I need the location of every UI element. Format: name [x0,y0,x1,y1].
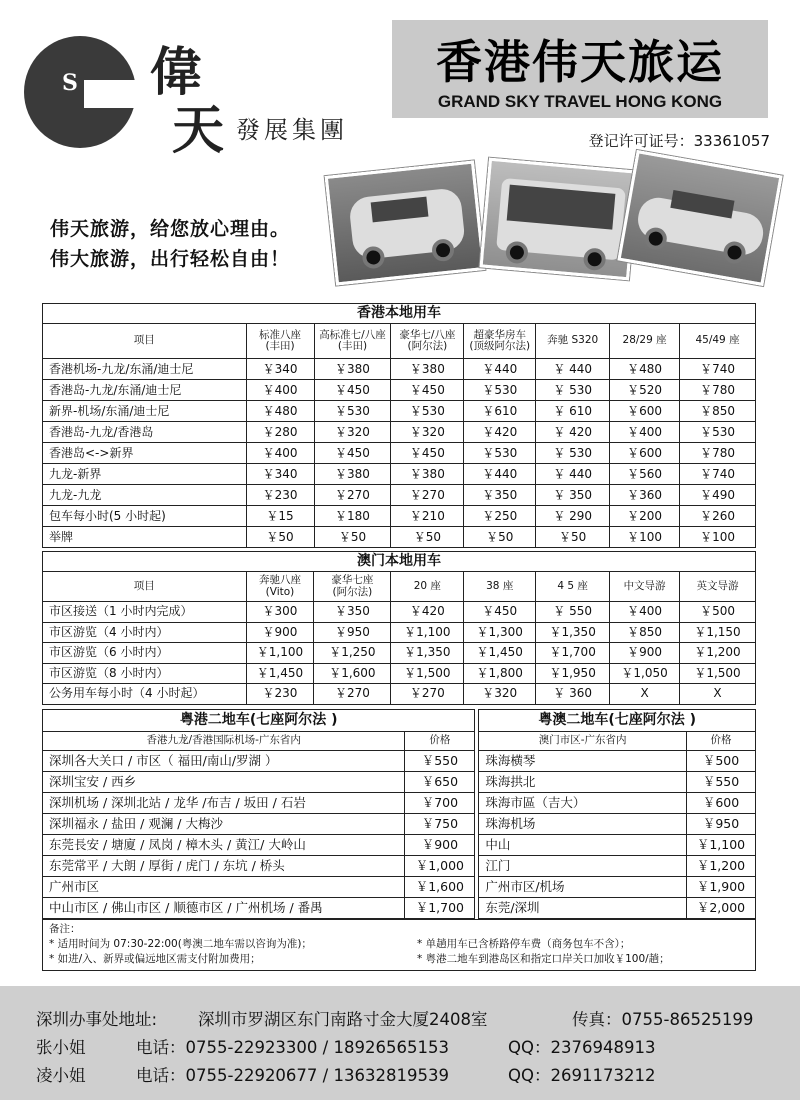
price-cell: ￥230 [246,684,314,705]
price-cell: ￥50 [536,527,610,548]
price-cell: ￥950 [314,622,391,643]
route-cell: 市区游览（8 小时内） [43,663,247,684]
notes-title: 备注： [49,923,81,935]
price-cell: ￥100 [680,527,756,548]
slogan-2: 伟大旅游，出行轻松自由！ [50,248,291,270]
price-cell: ￥1,500 [391,663,464,684]
price-cell: ￥270 [314,485,391,506]
price-cell: ￥480 [246,401,314,422]
price-cell: ￥740 [680,359,756,380]
price-cell: ￥100 [610,527,680,548]
table-row [43,464,756,485]
column-header: 奔驰 S320 [536,324,610,359]
price-cell: ￥420 [391,602,464,623]
table-row [43,835,756,856]
price-cell: ￥350 [314,602,391,623]
column-header: 英文导游 [680,572,756,602]
price-cell: ￥300 [246,602,314,623]
office-address: 深圳市罗湖区东门南路寸金大厦2408室 [198,1010,488,1029]
price-cell: ￥900 [610,643,680,664]
price-cell: ￥350 [464,485,536,506]
table-row [43,443,756,464]
price-cell: ￥1,350 [536,622,610,643]
price-cell: ￥1,350 [391,643,464,664]
column-header: 标准八座 (丰田) [246,324,314,359]
price-cell: ￥530 [464,443,536,464]
price-cell: ￥1,050 [610,663,680,684]
route-cell: 珠海横琴 [479,751,687,772]
price-cell: ￥400 [610,602,680,623]
price-cell: ￥270 [314,684,391,705]
route-cell: 九龙-新界 [43,464,247,485]
price-cell: ￥1,100 [687,835,756,856]
table-row [43,401,756,422]
column-header: 4 5 座 [536,572,610,602]
slogan-1: 伟天旅游，给您放心理由。 [50,218,291,240]
price-cell: ￥1,450 [464,643,536,664]
price-cell: ￥320 [391,422,464,443]
price-cell: ￥1,600 [314,663,391,684]
table-header-row [43,732,756,751]
price-cell: ￥ 440 [536,359,610,380]
price-cell: ￥850 [610,622,680,643]
price-cell: ￥740 [680,464,756,485]
price-cell: ￥610 [464,401,536,422]
gd-hk-section-title: 粤港二地车(七座阿尔法 ) [43,710,475,732]
price-cell: ￥ 610 [536,401,610,422]
price-cell: ￥1,200 [687,856,756,877]
price-cell: ￥230 [246,485,314,506]
route-cell: 市区游览（6 小时内） [43,643,247,664]
column-header: 项目 [43,324,247,359]
price-cell: ￥1,700 [536,643,610,664]
contact-2-phone: 电话：0755-22920677 / 13632819539 [136,1066,449,1085]
route-cell: 深圳各大关口 / 市区（ 福田/南山/罗湖 ） [43,751,405,772]
table-header-row [43,324,756,359]
price-cell: ￥320 [464,684,536,705]
table-row [43,856,756,877]
contact-1-name: 张小姐 [36,1038,86,1057]
column-header: 价格 [687,732,756,751]
price-cell: ￥50 [314,527,391,548]
price-cell: ￥400 [246,380,314,401]
price-cell: ￥1,900 [687,877,756,898]
table-row [43,643,756,664]
price-cell: ￥440 [464,359,536,380]
route-cell: 公务用车每小时（4 小时起） [43,684,247,705]
table-row [43,485,756,506]
route-cell: 包车每小时(5 小时起) [43,506,247,527]
price-cell: ￥500 [687,751,756,772]
price-cell: ￥ 350 [536,485,610,506]
price-cell: ￥600 [687,793,756,814]
price-cell: ￥780 [680,380,756,401]
route-cell: 香港岛-九龙/香港岛 [43,422,247,443]
column-header: 豪华七座 (阿尔法) [314,572,391,602]
price-cell: ￥420 [464,422,536,443]
price-cell: ￥1,150 [680,622,756,643]
coach-bus-photo [479,158,638,281]
table-row [43,506,756,527]
column-header: 38 座 [464,572,536,602]
price-cell: ￥1,950 [536,663,610,684]
price-cell: ￥550 [405,751,475,772]
price-cell: ￥700 [405,793,475,814]
license-number: 登记许可证号：33361057 [588,132,770,150]
price-cell: ￥450 [391,443,464,464]
title-banner [392,20,768,118]
price-cell: ￥600 [610,443,680,464]
price-cell: ￥490 [680,485,756,506]
route-cell: 市区接送（1 小时内完成） [43,602,247,623]
price-cell: ￥340 [246,464,314,485]
price-cell: ￥750 [405,814,475,835]
contact-1-qq: QQ：2376948913 [508,1038,656,1057]
note-item: * 适用时间为 07:30-22:00(粤澳二地车需以咨询为准)； [49,938,312,950]
route-cell: 珠海拱北 [479,772,687,793]
price-cell: ￥850 [680,401,756,422]
price-cell: ￥380 [314,464,391,485]
note-item: * 如进/入、新界或偏远地区需支付附加费用； [49,953,261,965]
price-cell: ￥1,000 [405,856,475,877]
price-cell: X [680,684,756,705]
price-cell: ￥1,100 [246,643,314,664]
price-cell: ￥280 [246,422,314,443]
price-cell: ￥180 [314,506,391,527]
price-cell: ￥1,250 [314,643,391,664]
price-cell: ￥200 [610,506,680,527]
van-photo [325,160,486,285]
price-cell: ￥650 [405,772,475,793]
route-cell: 东莞/深圳 [479,898,687,919]
column-header: 澳门市区-广东省内 [479,732,687,751]
price-cell: ￥950 [687,814,756,835]
route-cell: 深圳宝安 / 西乡 [43,772,405,793]
logo-subtitle: 發展集團 [236,116,348,144]
price-cell: ￥320 [314,422,391,443]
price-cell: ￥530 [391,401,464,422]
price-cell: ￥1,100 [391,622,464,643]
column-header: 超豪华房车 (顶级阿尔法) [464,324,536,359]
price-cell: ￥15 [246,506,314,527]
logo-char-1: 偉 [150,42,203,103]
price-cell: ￥400 [246,443,314,464]
price-cell: ￥50 [391,527,464,548]
table-row [43,663,756,684]
table-row [43,422,756,443]
price-cell: ￥530 [464,380,536,401]
route-cell: 深圳福永 / 盐田 / 观澜 / 大梅沙 [43,814,405,835]
price-cell: ￥ 550 [536,602,610,623]
price-cell: ￥ 420 [536,422,610,443]
macau-local-price-table [42,551,756,705]
price-cell: ￥1,200 [680,643,756,664]
notes-box [42,919,756,971]
route-cell: 广州市区 [43,877,405,898]
contact-2-name: 凌小姐 [36,1066,86,1085]
price-cell: ￥ 530 [536,443,610,464]
price-cell: ￥500 [680,602,756,623]
price-cell: ￥50 [464,527,536,548]
logo-circle-icon [24,36,136,148]
column-header: 价格 [405,732,475,751]
table-row [43,751,756,772]
route-cell: 珠海市區（吉大） [479,793,687,814]
logo-char-2: 天 [172,100,225,161]
price-cell: ￥ 440 [536,464,610,485]
column-header: 28/29 座 [610,324,680,359]
price-cell: ￥270 [391,684,464,705]
table-row [43,793,756,814]
route-cell: 香港岛<->新界 [43,443,247,464]
column-header: 20 座 [391,572,464,602]
price-cell: ￥340 [246,359,314,380]
note-item: * 单趟用车已含桥路停车费（商务包车不含）； [417,938,631,950]
route-cell: 广州市区/机场 [479,877,687,898]
price-cell: ￥1,800 [464,663,536,684]
price-cell: ￥520 [610,380,680,401]
route-cell: 江门 [479,856,687,877]
price-cell: ￥550 [687,772,756,793]
price-cell: ￥ 290 [536,506,610,527]
price-cell: ￥50 [246,527,314,548]
price-cell: ￥380 [314,359,391,380]
table-row [43,877,756,898]
price-cell: ￥ 360 [536,684,610,705]
price-cell: ￥1,500 [680,663,756,684]
price-cell: ￥450 [464,602,536,623]
table-row [43,359,756,380]
table-row [43,684,756,705]
route-cell: 珠海机场 [479,814,687,835]
column-header: 45/49 座 [680,324,756,359]
price-cell: ￥450 [314,380,391,401]
price-cell: ￥450 [314,443,391,464]
price-cell: ￥1,600 [405,877,475,898]
price-cell: ￥900 [246,622,314,643]
price-cell: ￥2,000 [687,898,756,919]
contact-2-qq: QQ：2691173212 [508,1066,656,1085]
price-cell: ￥360 [610,485,680,506]
table-row [43,814,756,835]
table-row [43,772,756,793]
price-cell: ￥560 [610,464,680,485]
price-cell: ￥1,700 [405,898,475,919]
price-cell: ￥530 [680,422,756,443]
hk-section-title: 香港本地用车 [43,304,756,324]
price-cell: ￥250 [464,506,536,527]
hk-local-price-table [42,303,756,548]
route-cell: 举牌 [43,527,247,548]
price-cell: ￥450 [391,380,464,401]
price-cell: ￥480 [610,359,680,380]
price-cell: ￥600 [610,401,680,422]
price-cell: ￥ 530 [536,380,610,401]
route-cell: 中山 [479,835,687,856]
price-cell: ￥900 [405,835,475,856]
gd-macau-section-title: 粤澳二地车(七座阿尔法 ) [479,710,756,732]
column-header: 豪华七/八座 (阿尔法) [391,324,464,359]
sedan-photo [617,150,782,286]
price-cell: ￥380 [391,359,464,380]
price-cell: ￥530 [314,401,391,422]
company-title-en: GRAND SKY TRAVEL HONG KONG [437,92,723,111]
price-cell: ￥440 [464,464,536,485]
price-cell: ￥270 [391,485,464,506]
price-cell: ￥380 [391,464,464,485]
route-cell: 深圳机场 / 深圳北站 / 龙华 /布吉 / 坂田 / 石岩 [43,793,405,814]
route-cell: 市区游览（4 小时内） [43,622,247,643]
table-row [43,602,756,623]
price-cell: ￥1,300 [464,622,536,643]
route-cell: 香港机场-九龙/东涌/迪士尼 [43,359,247,380]
route-cell: 中山市区 / 佛山市区 / 顺德市区 / 广州机场 / 番禺 [43,898,405,919]
table-row [43,898,756,919]
price-cell: ￥400 [610,422,680,443]
route-cell: 九龙-九龙 [43,485,247,506]
office-label: 深圳办事处地址: [36,1010,158,1029]
column-header: 香港九龙/香港国际机场-广东省内 [43,732,405,751]
column-header: 项目 [43,572,247,602]
logo-letter: S [62,70,78,96]
company-title-cn: 香港伟天旅运 [436,35,724,89]
contact-footer [0,986,800,1100]
note-item: * 粤港二地车到港岛区和指定口岸关口加收￥100/趟； [417,953,670,965]
column-header: 高标准七/八座 (丰田) [314,324,391,359]
contact-1-phone: 电话：0755-22923300 / 18926565153 [136,1038,449,1057]
table-row [43,622,756,643]
route-cell: 香港岛-九龙/东涌/迪士尼 [43,380,247,401]
cross-border-price-table [42,709,756,919]
route-cell: 新界-机场/东涌/迪士尼 [43,401,247,422]
route-cell: 东莞常平 / 大朗 / 厚街 / 虎门 / 东坑 / 桥头 [43,856,405,877]
fax-number: 传真：0755-86525199 [572,1010,754,1029]
column-header: 中文导游 [610,572,680,602]
table-header-row [43,572,756,602]
price-cell: ￥780 [680,443,756,464]
price-cell: ￥260 [680,506,756,527]
price-cell: ￥210 [391,506,464,527]
table-row [43,380,756,401]
price-cell: ￥1,450 [246,663,314,684]
macau-section-title: 澳门本地用车 [43,552,756,572]
table-row [43,527,756,548]
column-header: 奔驰八座 (Vito) [246,572,314,602]
route-cell: 东莞長安 / 塘廈 / 凤岗 / 樟木头 / 黄江/ 大岭山 [43,835,405,856]
price-cell: X [610,684,680,705]
